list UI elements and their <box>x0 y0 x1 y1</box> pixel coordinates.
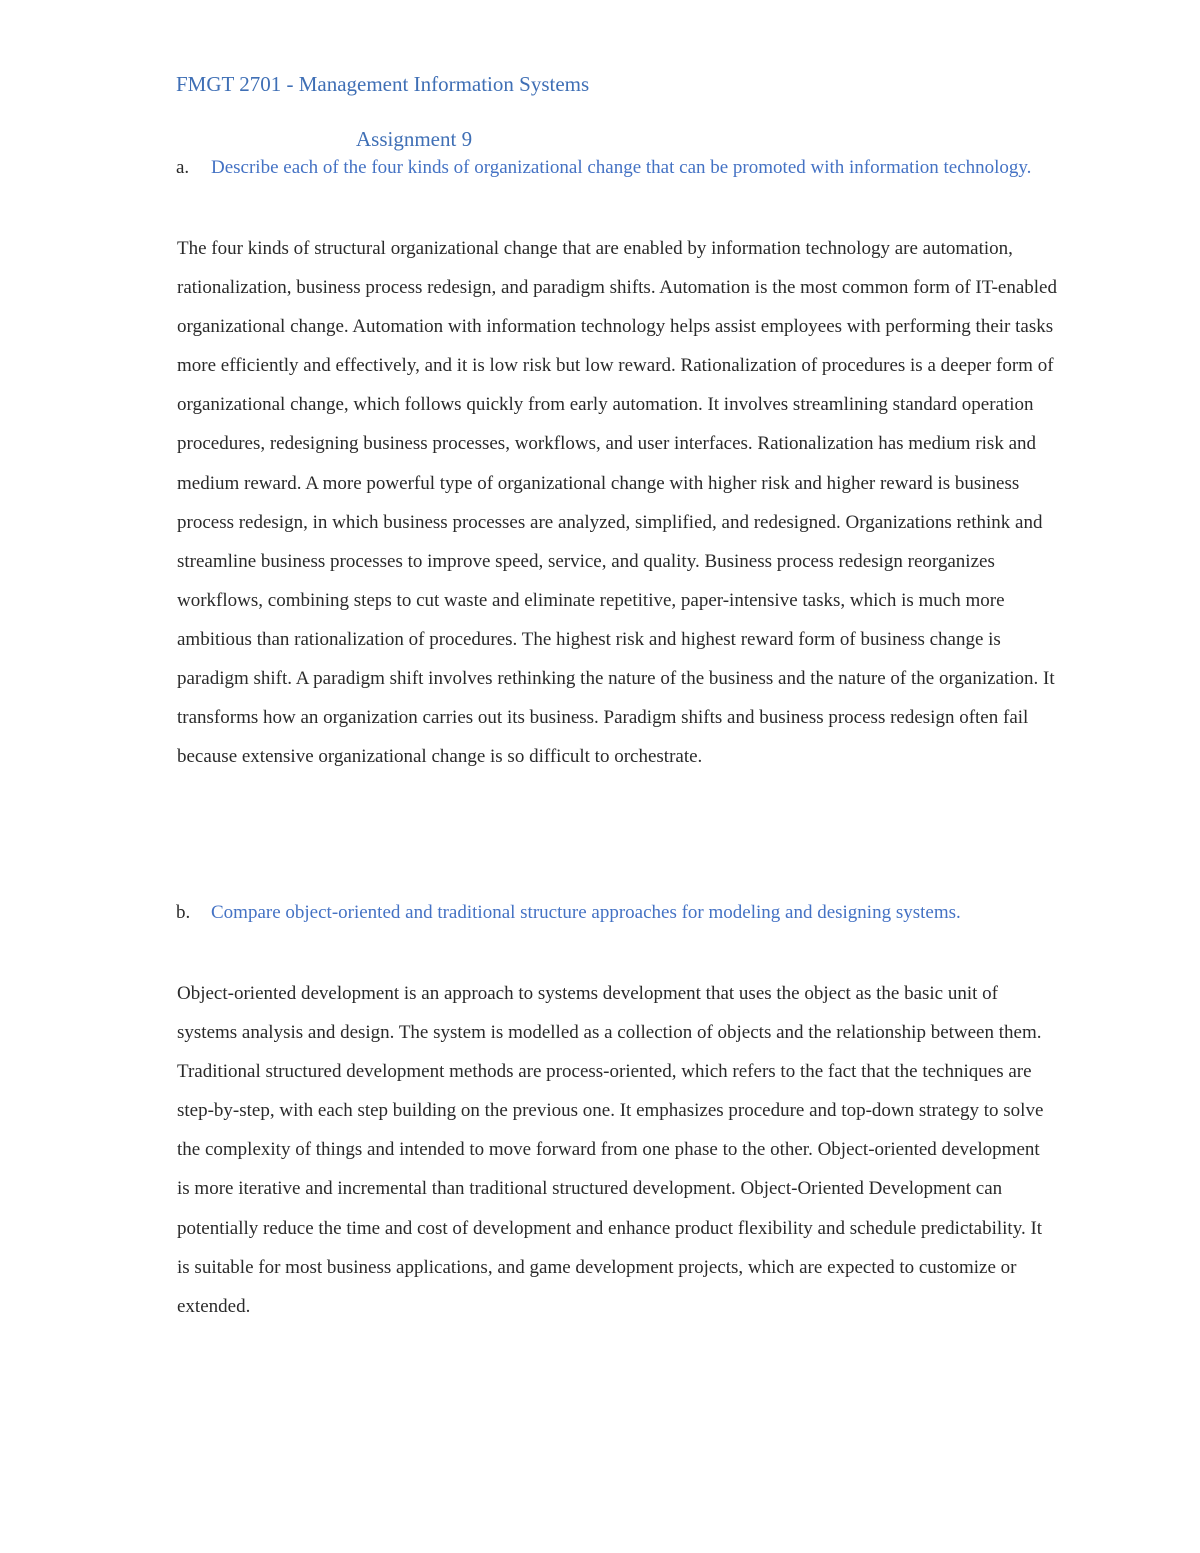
answer-paragraph: Object-oriented development is an approach to systems development that uses the object as the basic unit of systems analysis and design. The system is modelled as a collection of objects and the relationship between them. Traditional structured development methods are process-oriented, which refers to the fact that the techniques are step-by-step, with each step building on the previous one. It emphasizes procedure and top-down strategy to solve the complexity of things and intended to move forward from one phase to the other. Object-oriented development is more iterative and incremental than traditional structured development. Object-Oriented Development can potentially reduce the time and cost of development and enhance product flexibility and schedule predictability. It is suitable for most business applications, and game development projects, which are expected to customize or extended. <box>177 983 1044 1317</box>
question-b <box>176 894 1046 933</box>
question-prompt: Describe each of the four kinds of organizational change that can be promoted with information technology. <box>211 157 1032 178</box>
answer-paragraph: The four kinds of structural organizational change that are enabled by information technology are automation, rationalization, business process redesign, and paradigm shifts. Automation is the most common form of IT-enabled organizational change. Automation with information technology helps assist employees with performing their tasks more efficiently and effectively, and it is low risk but low reward. Rationalization of procedures is a deeper form of organizational change, which follows quickly from early automation. It involves streamlining standard operation procedures, redesigning business processes, workflows, and user interfaces. Rationalization has medium risk and medium reward. A more powerful type of organizational change with higher risk and higher reward is business process redesign, in which business processes are analyzed, simplified, and redesigned. Organizations rethink and streamline business processes to improve speed, service, and quality. Business process redesign reorganizes workflows, combining steps to cut waste and eliminate repetitive, paper-intensive tasks, which is much more ambitious than rationalization of procedures. The highest risk and highest reward form of business change is paradigm shift. A paradigm shift involves rethinking the nature of the business and the nature of the organization. It transforms how an organization carries out its business. Paradigm shifts and business process redesign often fail because extensive organizational change is so difficult to orchestrate. <box>177 238 1057 768</box>
course-title: FMGT 2701 - Management Information Systems <box>176 72 590 96</box>
question-a <box>176 149 1046 188</box>
question-marker: a. <box>176 157 190 178</box>
question-marker: b. <box>176 902 191 923</box>
question-prompt: Compare object-oriented and traditional structure approaches for modeling and designing systems. <box>211 902 961 923</box>
assignment-title: Assignment 9 <box>356 127 473 151</box>
